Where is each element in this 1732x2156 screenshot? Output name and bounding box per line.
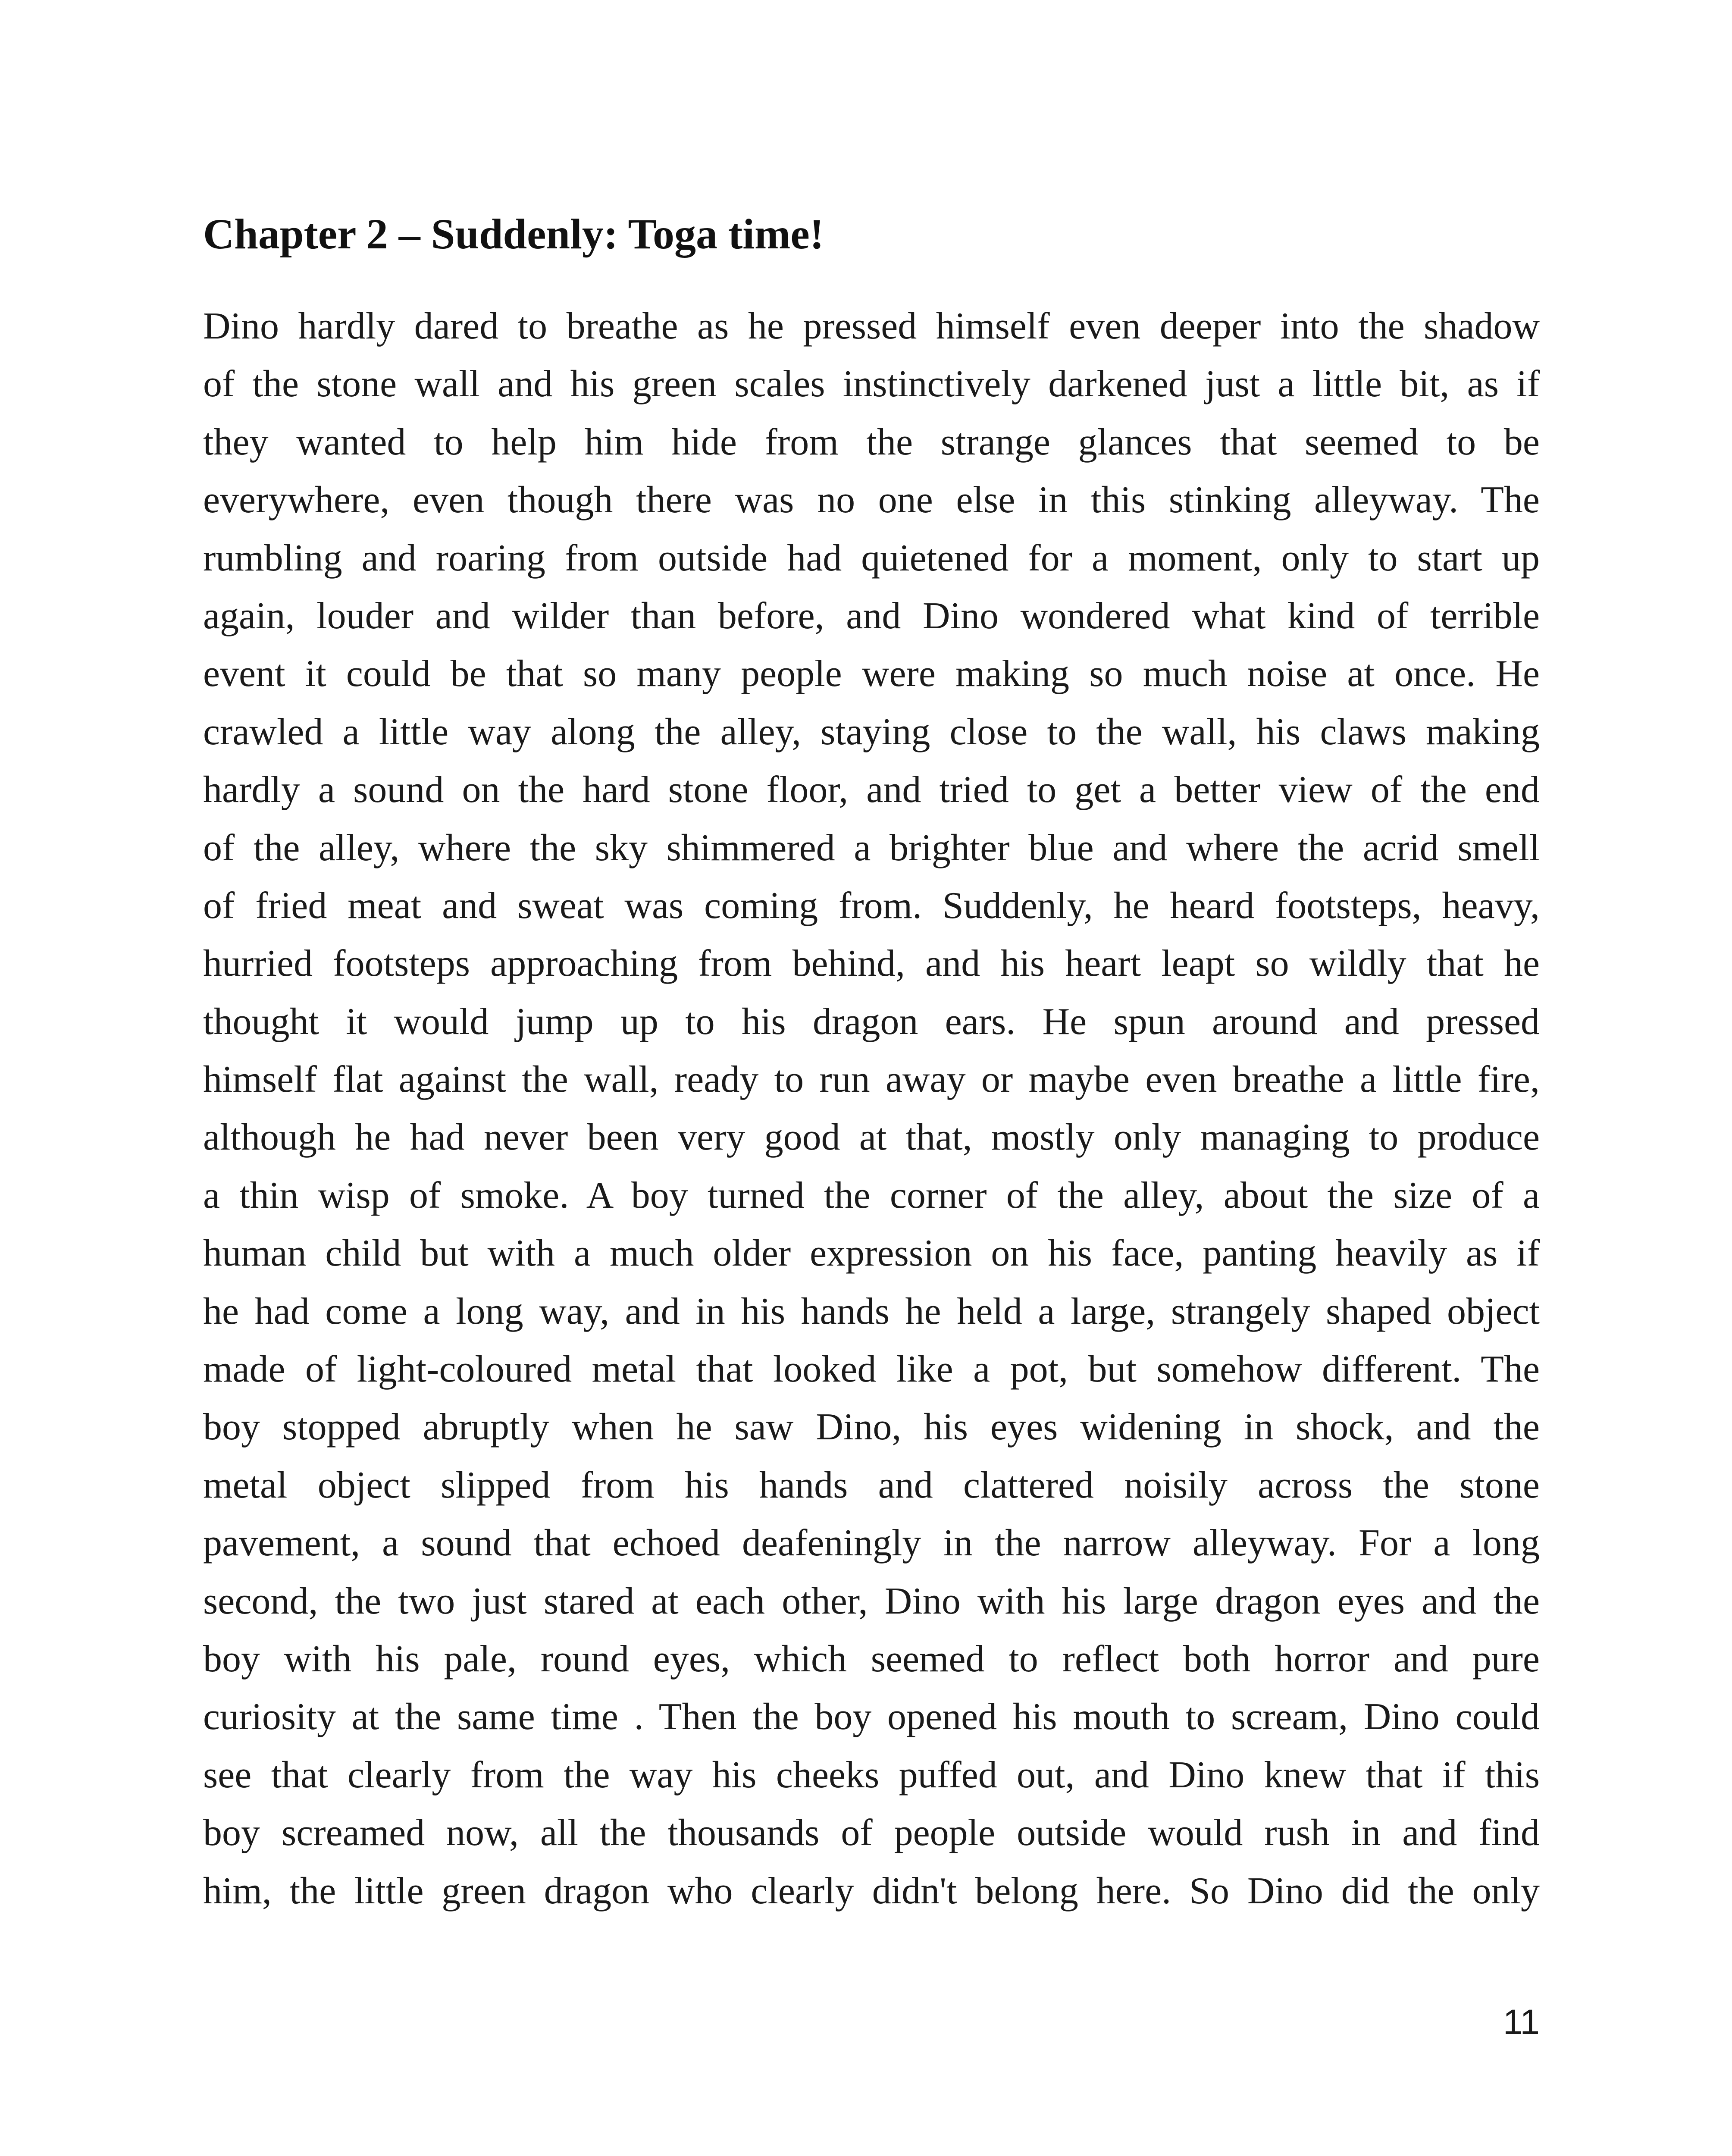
text-line: himself flat against the wall, ready to run away or maybe even breathe a little fire,	[203, 1059, 1540, 1101]
page-number: 11	[1503, 2002, 1540, 2042]
text-line: everywhere, even though there was no one else in this stinking alleyway. The	[203, 479, 1540, 521]
text-line: pavement, a sound that echoed deafeningly in the narrow alleyway. For a long	[203, 1522, 1540, 1564]
text-line: rumbling and roaring from outside had quietened for a moment, only to start up	[203, 537, 1540, 579]
text-line: again, louder and wilder than before, and Dino wondered what kind of terrible	[203, 595, 1540, 637]
text-line: Dino hardly dared to breathe as he pressed himself even deeper into the shadow	[203, 305, 1540, 347]
text-line: made of light-coloured metal that looked like a pot, but somehow different. The	[203, 1348, 1540, 1391]
text-line: he had come a long way, and in his hands he held a large, strangely shaped object	[203, 1290, 1540, 1332]
text-line: hurried footsteps approaching from behind, and his heart leapt so wildly that he	[203, 943, 1540, 985]
text-line: human child but with a much older expression on his face, panting heavily as if	[203, 1232, 1540, 1275]
text-line: boy stopped abruptly when he saw Dino, his eyes widening in shock, and the	[203, 1406, 1540, 1448]
text-line: boy screamed now, all the thousands of people outside would rush in and find	[203, 1812, 1540, 1854]
text-line: boy with his pale, round eyes, which seemed to reflect both horror and pure	[203, 1638, 1540, 1680]
text-line: see that clearly from the way his cheeks puffed out, and Dino knew that if this	[203, 1754, 1540, 1796]
text-line: they wanted to help him hide from the strange glances that seemed to be	[203, 421, 1540, 463]
chapter-body-text	[203, 298, 1540, 1920]
text-line: of the alley, where the sky shimmered a brighter blue and where the acrid smell	[203, 827, 1540, 869]
text-line: a thin wisp of smoke. A boy turned the corner of the alley, about the size of a	[203, 1174, 1540, 1216]
text-line: although he had never been very good at that, mostly only managing to produce	[203, 1116, 1540, 1159]
text-line: thought it would jump up to his dragon ears. He spun around and pressed	[203, 1000, 1540, 1043]
text-line: of fried meat and sweat was coming from. Suddenly, he heard footsteps, heavy,	[203, 884, 1540, 927]
text-line: event it could be that so many people were making so much noise at once. He	[203, 653, 1540, 695]
text-line: hardly a sound on the hard stone floor, and tried to get a better view of the end	[203, 769, 1540, 811]
text-line: curiosity at the same time . Then the boy opened his mouth to scream, Dino could	[203, 1696, 1540, 1738]
text-line: metal object slipped from his hands and clattered noisily across the stone	[203, 1464, 1540, 1506]
text-line: crawled a little way along the alley, staying close to the wall, his claws making	[203, 711, 1540, 753]
chapter-heading: Chapter 2 – Suddenly: Toga time!	[203, 210, 824, 258]
text-line: second, the two just stared at each other, Dino with his large dragon eyes and the	[203, 1580, 1540, 1622]
text-line: him, the little green dragon who clearly didn't belong here. So Dino did the only	[203, 1870, 1540, 1912]
text-line: of the stone wall and his green scales instinctively darkened just a little bit, as if	[203, 363, 1540, 405]
